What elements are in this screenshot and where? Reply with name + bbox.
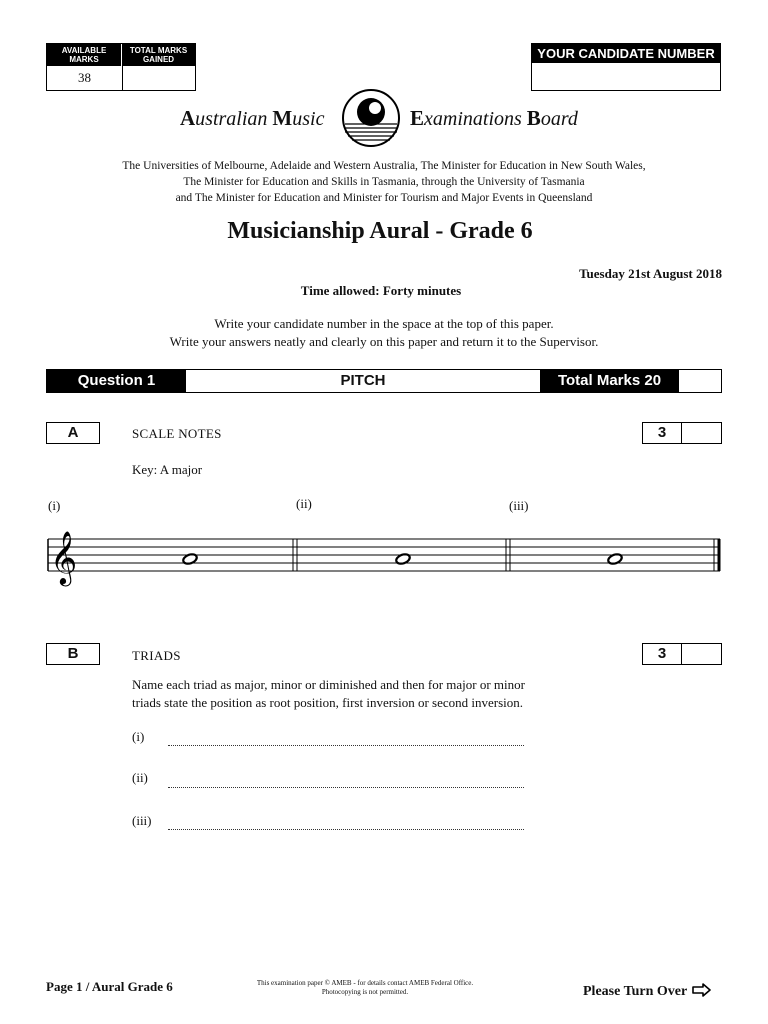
- section-b-description: Name each triad as major, minor or diminished and then for major or minor triads state the position as root position, first inversion or second inversion.: [132, 677, 525, 710]
- logo-text-left: Australian Music: [180, 106, 325, 130]
- section-b-letter: B: [46, 643, 100, 665]
- section-b-title: TRIADS: [132, 648, 181, 663]
- question-total-marks: Total Marks 20: [540, 370, 679, 392]
- section-a-title: SCALE NOTES: [132, 426, 222, 441]
- ameb-emblem-icon: [341, 88, 401, 148]
- section-a-item-label: (iii): [509, 498, 529, 513]
- candidate-number-box[interactable]: [531, 43, 721, 91]
- exam-date: Tuesday 21st August 2018: [579, 266, 722, 281]
- question-label: Question 1: [47, 370, 186, 392]
- available-marks-value: 38: [47, 66, 123, 90]
- marks-box: [46, 43, 196, 91]
- music-staff: [44, 525, 724, 587]
- section-b-item-label: (ii): [132, 770, 148, 785]
- time-allowed: Time allowed: Forty minutes: [300, 283, 462, 298]
- please-turn-over: Please Turn Over: [583, 983, 712, 1000]
- candidate-number-label: YOUR CANDIDATE NUMBER: [532, 44, 720, 63]
- logo-text-right: Examinations Board: [410, 106, 578, 130]
- section-a-item-label: (i): [48, 498, 61, 513]
- total-marks-gained-field[interactable]: [122, 66, 195, 90]
- copyright-notice: This examination paper © AMEB - for details contact AMEB Federal Office. Photocopying is not permitted.: [256, 979, 474, 996]
- answer-line[interactable]: [168, 817, 524, 830]
- answer-line[interactable]: [168, 733, 524, 746]
- section-b-item-label: (i): [132, 729, 145, 744]
- section-a-key: Key: A major: [132, 462, 203, 477]
- section-b-marks: 3: [643, 644, 682, 664]
- question-topic: PITCH: [340, 372, 386, 389]
- universities-statement: The Universities of Melbourne, Adelaide and Western Australia, The Minister for Education in New South Wales, The Minister for Education and Skills in Tasmania, through the University of Tasmania and The Minister for Education and Minister for Tourism and Major Events in Queensland: [122, 160, 646, 204]
- page-number: Page 1 / Aural Grade 6: [46, 979, 173, 994]
- answer-line[interactable]: [168, 775, 524, 788]
- question-header: [46, 369, 722, 393]
- section-a-marks: 3: [643, 423, 682, 443]
- section-a-item-label: (ii): [296, 496, 312, 511]
- instructions: Write your candidate number in the space at the top of this paper. Write your answers neatly and clearly on this paper and return it to the Supervisor.: [169, 316, 599, 349]
- total-marks-gained-label: TOTAL MARKS GAINED: [122, 44, 195, 66]
- whole-note-icon: [182, 553, 198, 566]
- page-title: Musicianship Aural - Grade 6: [227, 218, 533, 244]
- arrow-right-icon: [692, 983, 712, 997]
- ameb-logo: [0, 88, 768, 148]
- section-b-marks-box[interactable]: [642, 643, 722, 665]
- section-a-marks-box[interactable]: [642, 422, 722, 444]
- treble-clef-icon: 𝄞: [50, 530, 78, 584]
- whole-note-icon: [607, 553, 623, 566]
- section-a-letter: A: [46, 422, 100, 444]
- available-marks-label: AVAILABLE MARKS: [47, 44, 122, 66]
- whole-note-icon: [395, 553, 411, 566]
- section-b-item-label: (iii): [132, 813, 152, 828]
